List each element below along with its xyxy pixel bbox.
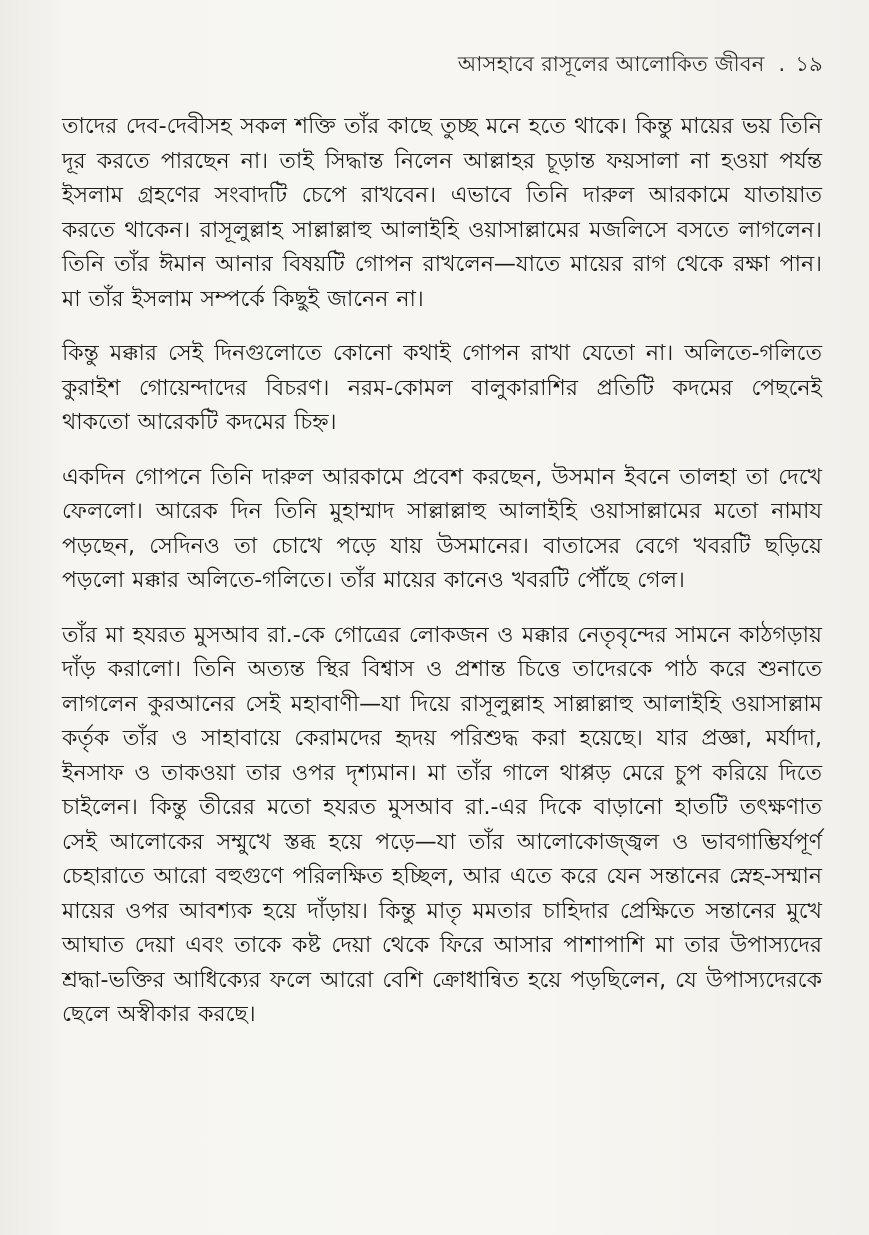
paragraph-4: তাঁর মা হযরত মুসআব রা.-কে গোত্রের লোকজন ও মক্কার নেতৃবৃন্দের সামনে কাঠগড়ায় দাঁড় করালো। তিনি অত্যন্ত স্থির বিশ্বাস ও প্রশান্ত চিত্তে তাদেরকে পাঠ করে শুনাতে লাগলেন কুরআনের সেই মহাবাণী—যা দিয়ে রাসূলুল্লাহ সাল্লাল্লাহু আলাইহি ওয়াসাল্লাম কর্তৃক তাঁর ও সাহাবায়ে কেরামদের হৃদয় পরিশুদ্ধ করা হয়েছে। যার প্রজ্ঞা, মর্যাদা, ইনসাফ ও তাকওয়া তার ওপর দৃশ্যমান। মা তাঁর গালে থাপ্পড় মেরে চুপ করিয়ে দিতে চাইলেন। কিন্তু তীরের মতো হযরত মুসআব রা.-এর দিকে বাড়ানো হাতটি তৎক্ষণাত সেই আলোকের সম্মুখে স্তব্ধ হয়ে পড়ে—যা তাঁর আলোকোজ্জ্বল ও ভাবগাম্ভির্যপূর্ণ চেহারাতে আরো বহুগুণে পরিলক্ষিত হচ্ছিল, আর এতে করে যেন সন্তানের স্নেহ-সম্মান মায়ের ওপর আবশ্যক হয়ে দাঁড়ায়। কিন্তু মাতৃ মমতার চাহিদার প্রেক্ষিতে সন্তানের মুখে আঘাত দেয়া এবং তাকে কষ্ট দেয়া থেকে ফিরে আসার পাশাপাশি মা তার উপাস্যদের শ্রদ্ধা-ভক্তির আধিক্যের ফলে আরো বেশি ক্রোধান্বিত হয়ে পড়ছিলেন, যে উপাস্যদেরকে ছেলে অস্বীকার করছে।	[62, 622, 822, 1027]
paragraph-3: একদিন গোপনে তিনি দারুল আরকামে প্রবেশ করছেন, উসমান ইবনে তালহা তা দেখে ফেললো। আরেক দিন তিনি মুহাম্মাদ সাল্লাল্লাহু আলাইহি ওয়াসাল্লামের মতো নামায পড়ছেন, সেদিনও তা চোখে পড়ে যায় উসমানের। বাতাসের বেগে খবরটি ছড়িয়ে পড়লো মক্কার অলিতে-গলিতে। তাঁর মায়ের কানেও খবরটি পৌঁছে গেল।	[62, 464, 822, 593]
paragraph-2: কিন্তু মক্কার সেই দিনগুলোতে কোনো কথাই গোপন রাখা যেতো না। অলিতে-গলিতে কুরাইশ গোয়েন্দাদের বিচরণ। নরম-কোমল বালুকারাশির প্রতিটি কদমের পেছনেই থাকতো আরেকটি কদমের চিহ্ন।	[62, 341, 822, 435]
body-text	[62, 110, 822, 1053]
running-header	[458, 48, 823, 83]
paragraph-1: তাদের দেব-দেবীসহ সকল শক্তি তাঁর কাছে তুচ্ছ মনে হতে থাকে। কিন্তু মায়ের ভয় তিনি দূর করতে পারছেন না। তাই সিদ্ধান্ত নিলেন আল্লাহর চূড়ান্ত ফয়সালা না হওয়া পর্যন্ত ইসলাম গ্রহণের সংবাদটি চেপে রাখবেন। এভাবে তিনি দারুল আরকামে যাতায়াত করতে থাকেন। রাসূলুল্লাহ সাল্লাল্লাহু আলাইহি ওয়াসাল্লামের মজলিসে বসতে লাগলেন। তিনি তাঁর ঈমান আনার বিষয়টি গোপন রাখলেন—যাতে মায়ের রাগ থেকে রক্ষা পান। মা তাঁর ইসলাম সম্পর্কে কিছুই জানেন না।	[62, 114, 822, 312]
header-separator: .	[778, 52, 786, 76]
page-number: ১৯	[795, 52, 823, 76]
book-title: আসহাবে রাসূলের আলোকিত জীবন	[457, 52, 765, 76]
